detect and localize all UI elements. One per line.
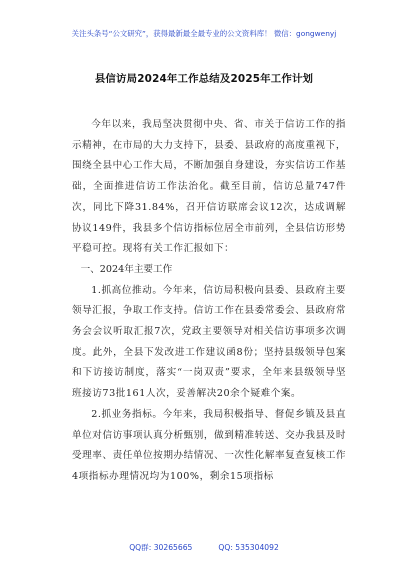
qq-group-link[interactable]: QQ群: 30265665 [129, 543, 193, 552]
qq-contact-link[interactable]: QQ: 535304092 [218, 543, 279, 552]
intro-paragraph: 今年以来，我局坚决贯彻中央、省、市关于信访工作的指示精神，在市局的大力支持下，县委、县政府的高度重视下，围绕全县中心工作大局，不断加强自身建设，夯实信访工作基础，全面推进信访工作法治化。截至目前，信访总量747件次，同比下降31.84%，召开信访联席会议12次，达成调解协议149件，我县多个信访指标位居全市前列，全县信访形势平稳可控。现将有关工作汇报如下： [72, 119, 346, 255]
body-paragraph: 2.抓业务指标。今年来，我局积极指导、督促乡镇及县直单位对信访事项认真分析甄别，做到精准转送、交办我县及时受理率、责任单位按期办结情况、一次性化解率复查复核工作4项指标办理情况均为100%，剩余15项指标 [72, 408, 346, 482]
document-body [72, 115, 346, 488]
section-heading: 一、2024年主要工作 [80, 263, 173, 275]
body-paragraph: 1.抓高位推动。今年来，信访局积极向县委、县政府主要领导汇报，争取工作支持。信访工作在县委常委会、县政府常务会会议听取汇报7次，党政主要领导对相关信访事项多次调度。此外，全县下发改进工作建议函8份；坚持县级领导包案和下访接访制度，落实“一岗双责”要求，全年来县级领导坚班接访73批161人次，妥善解决20余个疑难个案。 [72, 284, 346, 400]
document-title: 县信访局2024年工作总结及2025年工作计划 [94, 73, 314, 85]
contact-footer [0, 542, 408, 553]
promo-banner[interactable]: 关注头条号“公文研究”，获得最新最全最专业的公文资料库！ 微信：gongwenyj [71, 29, 337, 38]
